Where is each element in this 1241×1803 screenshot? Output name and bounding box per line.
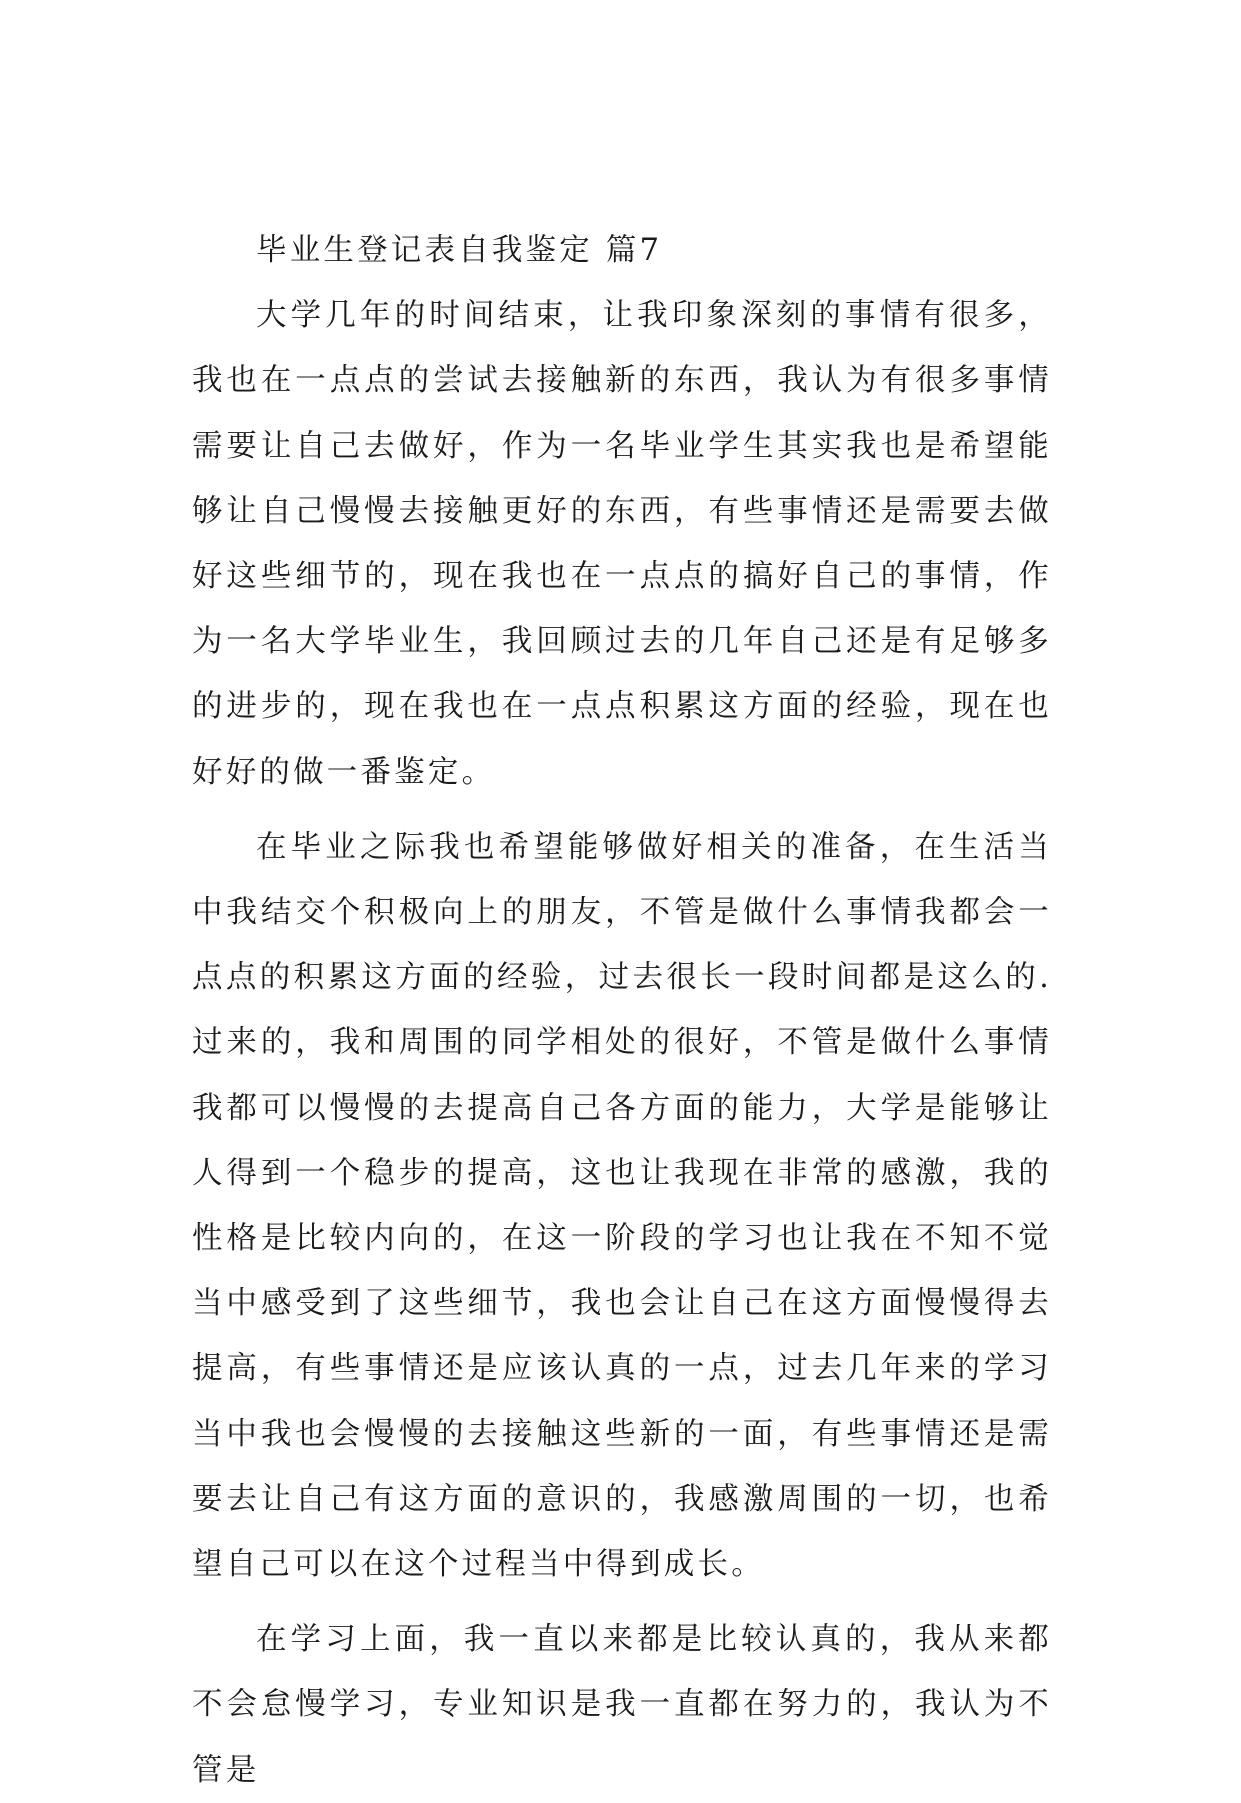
paragraph-1: 大学几年的时间结束，让我印象深刻的事情有很多，我也在一点点的尝试去接触新的东西，我认为有很多事情需要让自己去做好，作为一名毕业学生其实我也是希望能够让自己慢慢去接触更好的东西，有些事情还是需要去做好这些细节的，现在我也在一点点的搞好自己的事情，作为一名大学毕业生，我回顾过去的几年自己还是有足够多的进步的，现在我也在一点点积累这方面的经验，现在也好好的做一番鉴定。 bbox=[192, 298, 1052, 790]
document-body bbox=[192, 218, 1052, 1803]
document-heading: 毕业生登记表自我鉴定 篇7 bbox=[256, 233, 663, 268]
paragraph-3: 在学习上面，我一直以来都是比较认真的，我从来都不会怠慢学习，专业知识是我一直都在努力的，我认为不管是 bbox=[192, 1622, 1052, 1788]
paragraph-2: 在毕业之际我也希望能够做好相关的准备，在生活当中我结交个积极向上的朋友，不管是做什么事情我都会一点点的积累这方面的经验，过去很长一段时间都是这么的.过来的，我和周围的同学相处的很好，不管是做什么事情我都可以慢慢的去提高自己各方面的能力，大学是能够让人得到一个稳步的提高，这也让我现在非常的感激，我的性格是比较内向的，在这一阶段的学习也让我在不知不觉当中感受到了这些细节，我也会让自己在这方面慢慢得去提高，有些事情还是应该认真的一点，过去几年来的学习当中我也会慢慢的去接触这些新的一面，有些事情还是需要去让自己有这方面的意识的，我感激周围的一切，也希望自己可以在这个过程当中得到成长。 bbox=[192, 829, 1052, 1583]
